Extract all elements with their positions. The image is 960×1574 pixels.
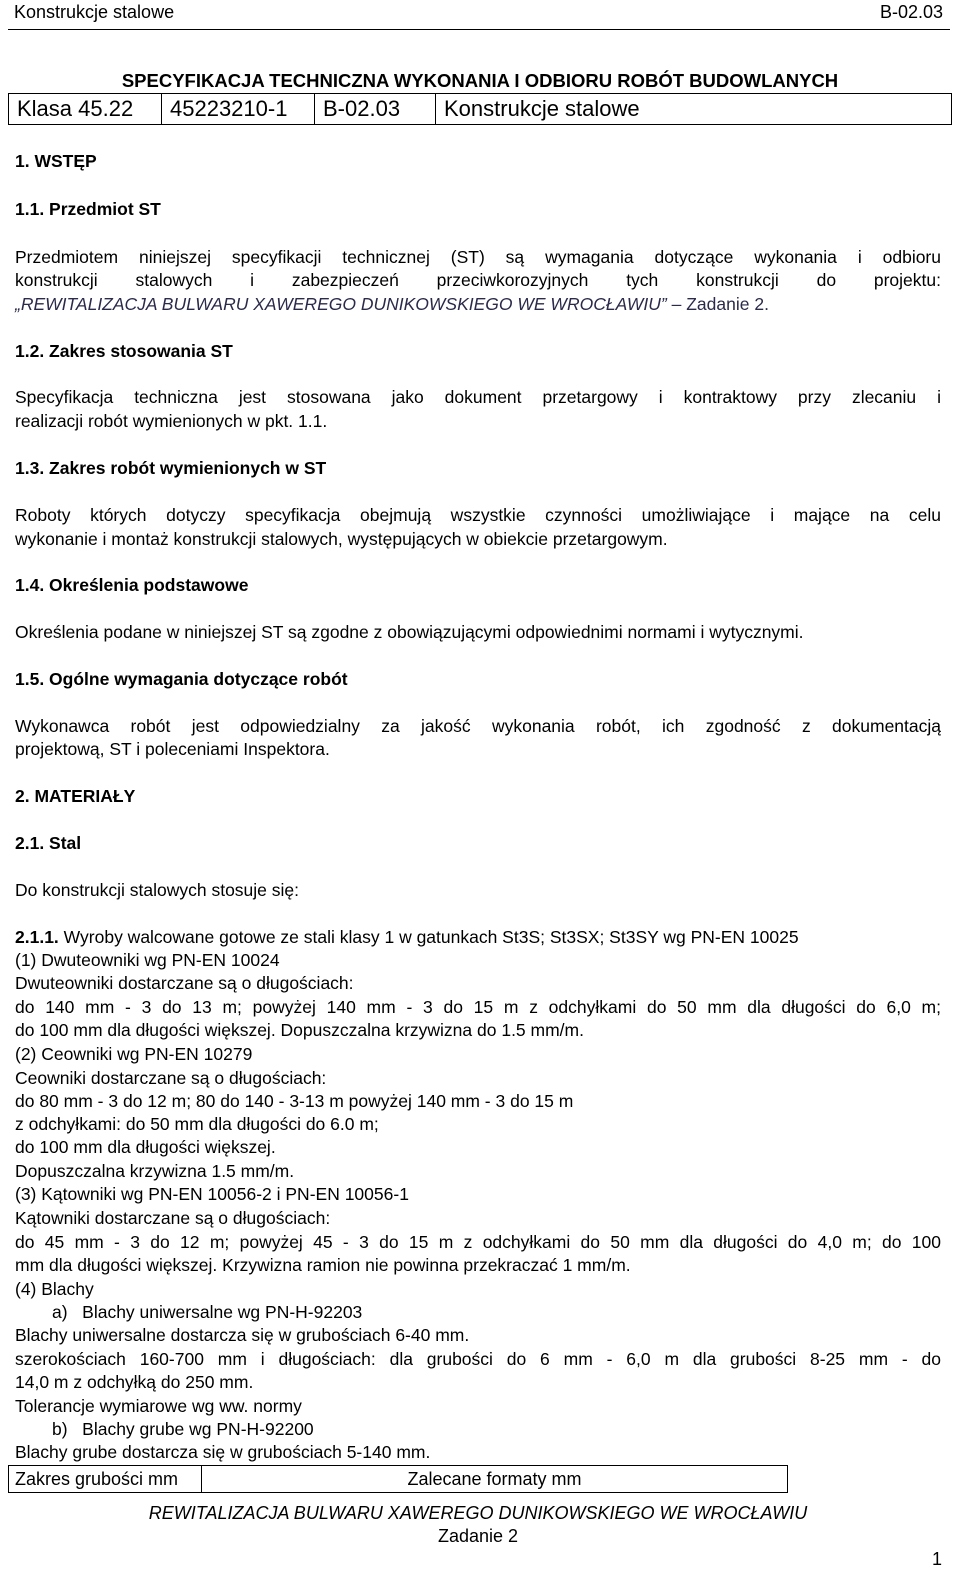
thickness-table [8, 1465, 788, 1493]
material-line: mm dla długości większej. Krzywizna ramion nie powinna przekraczać 1 mm/m. [15, 1255, 631, 1275]
footer-project: REWITALIZACJA BULWARU XAWEREGO DUNIKOWSKIEGO WE WROCŁAWIU [148, 1503, 808, 1523]
paragraph-line: wykonanie i montaż konstrukcji stalowych, występujących w obiekcie przetargowym. [15, 529, 668, 549]
header-code: B-02.03 [879, 2, 943, 22]
project-line [15, 293, 769, 315]
paragraph-line: Określenia podane w niniejszej ST są zgodne z obowiązującymi odpowiednimi normami i wytycznymi. [15, 622, 804, 642]
material-line: Dopuszczalna krzywizna 1.5 mm/m. [15, 1161, 295, 1181]
subsection-line [15, 926, 799, 948]
material-line: 14,0 m z odchyłką do 250 mm. [15, 1372, 254, 1392]
paragraph-line: projektową, ST i poleceniami Inspektora. [15, 739, 330, 759]
material-line: do 100 mm dla długości większej. Dopuszczalna krzywizna do 1.5 mm/m. [15, 1020, 584, 1040]
material-line: szerokościach 160-700 mm i długościach: dla grubości do 6 mm - 6,0 m dla grubości 8-25 mm - do [15, 1349, 941, 1369]
header-rule [8, 29, 950, 30]
material-line: Blachy grube dostarcza się w grubościach 5-140 mm. [15, 1442, 431, 1462]
section-heading: 2.1. Stal [15, 833, 82, 853]
material-line: a) Blachy uniwersalne wg PN-H-92203 [52, 1302, 363, 1322]
subsection-number: 2.1.1. [15, 927, 59, 947]
table-header-cell: Zakres grubości mm [9, 1466, 202, 1493]
cpv-cell: 45223210-1 [162, 94, 315, 125]
material-line: do 140 mm - 3 do 13 m; powyżej 140 mm - 3 do 15 m z odchyłkami do 50 mm dla długości do 6,0 m; [15, 997, 941, 1017]
material-line: do 80 mm - 3 do 12 m; 80 do 140 - 3-13 m powyżej 140 mm - 3 do 15 m [15, 1091, 574, 1111]
section-heading: 1.5. Ogólne wymagania dotyczące robót [15, 669, 348, 689]
header-title: Konstrukcje stalowe [14, 2, 175, 22]
section-heading: 1.3. Zakres robót wymienionych w ST [15, 458, 327, 478]
section-heading: 1. WSTĘP [15, 151, 97, 171]
paragraph-line: Przedmiotem niniejszej specyfikacji technicznej (ST) są wymagania dotyczące wykonania i odbioru [15, 247, 941, 267]
material-line: z odchyłkami: do 50 mm dla długości do 6.0 m; [15, 1114, 379, 1134]
material-line: Kątowniki dostarczane są o długościach: [15, 1208, 331, 1228]
project-task: – Zadanie 2. [671, 294, 769, 314]
footer-task: Zadanie 2 [437, 1526, 519, 1546]
material-line: (2) Ceowniki wg PN-EN 10279 [15, 1044, 253, 1064]
table-header-cell: Zalecane formaty mm [202, 1466, 788, 1493]
material-line: do 100 mm dla długości większej. [15, 1137, 276, 1157]
name-cell: Konstrukcje stalowe [436, 94, 952, 125]
classification-table [8, 93, 952, 125]
material-line: Ceowniki dostarczane są o długościach: [15, 1068, 327, 1088]
class-cell: Klasa 45.22 [9, 94, 162, 125]
section-heading: 1.2. Zakres stosowania ST [15, 341, 233, 361]
classification-row [9, 94, 952, 125]
section-heading: 1.1. Przedmiot ST [15, 199, 161, 219]
page-number: 1 [931, 1549, 942, 1569]
material-line: Dwuteowniki dostarczane są o długościach: [15, 973, 354, 993]
paragraph-line: Roboty których dotyczy specyfikacja obejmują wszystkie czynności umożliwiające i mające na celu [15, 505, 941, 525]
table-row [9, 1466, 788, 1493]
material-line: b) Blachy grube wg PN-H-92200 [52, 1419, 314, 1439]
material-line: Tolerancje wymiarowe wg ww. normy [15, 1396, 302, 1416]
material-line: Blachy uniwersalne dostarcza się w grubościach 6-40 mm. [15, 1325, 470, 1345]
paragraph-line: konstrukcji stalowych i zabezpieczeń przeciwkorozyjnych tych konstrukcji do projektu: [15, 270, 941, 290]
material-line: (1) Dwuteowniki wg PN-EN 10024 [15, 950, 280, 970]
paragraph-line: Wykonawca robót jest odpowiedzialny za jakość wykonania robót, ich zgodność z dokumentacją [15, 716, 941, 736]
spec-title: SPECYFIKACJA TECHNICZNA WYKONANIA I ODBIORU ROBÓT BUDOWLANYCH [121, 70, 839, 91]
section-heading: 2. MATERIAŁY [15, 786, 136, 806]
subsection-text: Wyroby walcowane gotowe ze stali klasy 1 w gatunkach St3S; St3SX; St3SY wg PN-EN 10025 [58, 927, 799, 947]
project-name: „REWITALIZACJA BULWARU XAWEREGO DUNIKOWSKIEGO WE WROCŁAWIU” [15, 294, 667, 314]
code-cell: B-02.03 [315, 94, 436, 125]
paragraph-line: Specyfikacja techniczna jest stosowana jako dokument przetargowy i kontraktowy przy zlecaniu i [15, 387, 941, 407]
material-line: (4) Blachy [15, 1279, 94, 1299]
material-line: (3) Kątowniki wg PN-EN 10056-2 i PN-EN 10056-1 [15, 1184, 409, 1204]
section-heading: 1.4. Określenia podstawowe [15, 575, 249, 595]
paragraph-line: Do konstrukcji stalowych stosuje się: [15, 880, 299, 900]
paragraph-line: realizacji robót wymienionych w pkt. 1.1. [15, 411, 328, 431]
material-line: do 45 mm - 3 do 12 m; powyżej 45 - 3 do 15 m z odchyłkami do 50 mm dla długości do 4,0 m; do 100 [15, 1232, 941, 1252]
